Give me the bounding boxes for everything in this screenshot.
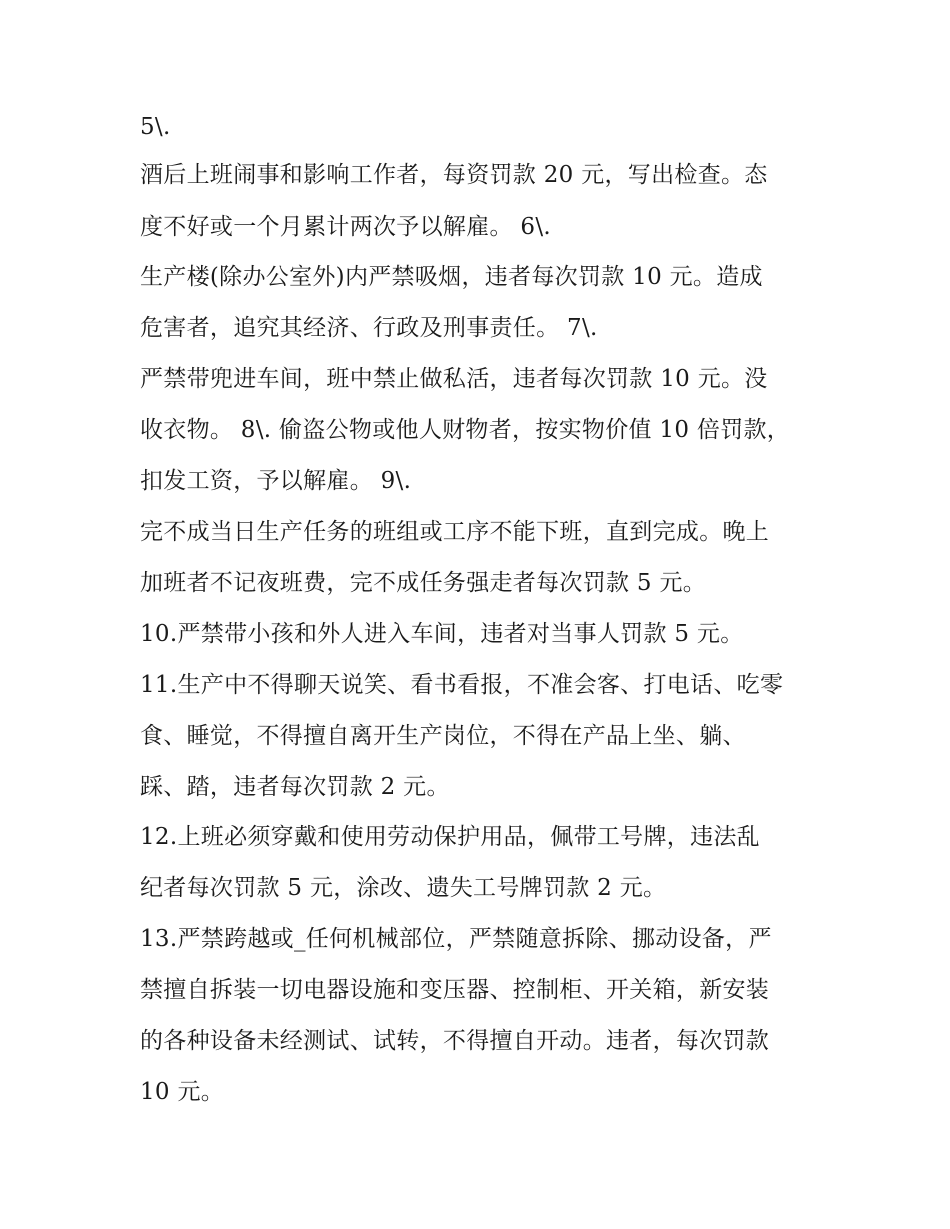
text-line-rule-13-a: 13.严禁跨越或_任何机械部位，严禁随意拆除、挪动设备，严 [140,926,772,952]
text-line-rule-12-a: 12.上班必须穿戴和使用劳动保护用品，佩带工号牌，违法乱 [140,824,760,850]
text-line-rule-5-b: 度不好或一个月累计两次予以解雇。 6\. [140,214,552,240]
text-line-rule-6-b: 危害者，追究其经济、行政及刑事责任。 7\. [140,315,598,341]
text-line-rule-13-d: 10 元。 [140,1079,225,1105]
text-line-rule-7-b: 收衣物。 8\. 偷盗公物或他人财物者，按实物价值 10 倍罚款， [140,417,791,443]
text-line-rule-13-b: 禁擅自拆装一切电器设施和变压器、控制柜、开关箱，新安装 [140,977,770,1003]
text-line-rule-9-b: 加班者不记夜班费，完不成任务强走者每次罚款 5 元。 [140,570,707,596]
text-line-rule-9-a: 完不成当日生产任务的班组或工序不能下班，直到完成。晚上 [140,519,770,545]
text-line-rule-5-a: 酒后上班闹事和影响工作者，每资罚款 20 元，写出检查。态 [140,162,768,188]
text-line-rule-6-a: 生产楼(除办公室外)内严禁吸烟，违者每次罚款 10 元。造成 [140,264,763,290]
text-line-rule-8: 扣发工资，予以解雇。 9\. [140,468,412,494]
text-line-rule-11-a: 11.生产中不得聊天说笑、看书看报，不准会客、打电话、吃零 [140,672,784,698]
text-line-rule-11-c: 踩、踏，违者每次罚款 2 元。 [140,774,450,800]
text-line-rule-10: 10.严禁带小孩和外人进入车间，违者对当事人罚款 5 元。 [140,621,744,647]
text-line-rule-12-b: 纪者每次罚款 5 元，涂改、遗失工号牌罚款 2 元。 [140,875,667,901]
text-line-rule-13-c: 的各种设备未经测试、试转，不得擅自开动。违者，每次罚款 [140,1028,770,1054]
text-line-rule-11-b: 食、睡觉，不得擅自离开生产岗位，不得在产品上坐、躺、 [140,723,746,749]
text-line-rule-5-number: 5\. [140,114,171,140]
text-line-rule-7-a: 严禁带兜进车间，班中禁止做私活，违者每次罚款 10 元。没 [140,366,768,392]
